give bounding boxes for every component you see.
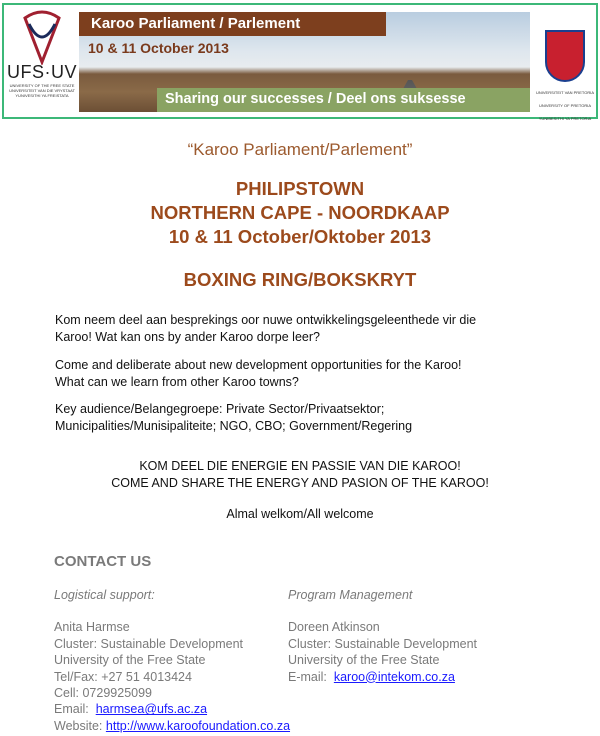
paragraph-english bbox=[55, 357, 462, 391]
contact-right-heading: Program Management bbox=[288, 588, 413, 602]
contact-heading: CONTACT US bbox=[54, 553, 152, 570]
paragraph-audience bbox=[55, 401, 412, 435]
contact-program bbox=[288, 587, 477, 685]
banner-tagline: Sharing our successes / Deel ons suksesse bbox=[157, 88, 530, 112]
up-crest-icon bbox=[545, 30, 585, 82]
location-region: NORTHERN CAPE - NOORDKAAP bbox=[150, 202, 450, 223]
up-logo bbox=[536, 10, 595, 121]
banner-title: Karoo Parliament / Parlement bbox=[79, 12, 386, 36]
welcome-text: Almal welkom/All welcome bbox=[226, 507, 374, 521]
contact-left-heading: Logistical support: bbox=[54, 588, 155, 602]
ufs-line: UNIVERSITEIT VAN DIE VRYSTAAT bbox=[9, 88, 75, 93]
contact-cell: Cell: 0729925099 bbox=[54, 686, 152, 701]
email-link[interactable]: karoo@intekom.co.za bbox=[333, 669, 455, 684]
contact-university: University of the Free State bbox=[288, 653, 440, 668]
text-line: Kom neem deel aan besprekings oor nuwe ontwikkelingsgeleenthede vir die bbox=[55, 313, 477, 327]
website-link[interactable]: http://www.karoofoundation.co.za bbox=[105, 718, 291, 733]
website-label: Website: bbox=[54, 718, 103, 733]
slogan-line: COME AND SHARE THE ENERGY AND PASION OF THE KAROO! bbox=[111, 476, 489, 490]
contact-cluster: Cluster: Sustainable Development bbox=[288, 636, 477, 651]
up-line: UNIVERSITY OF PRETORIA bbox=[538, 103, 592, 108]
text-line: Karoo! Wat kan ons by ander Karoo dorpe leer? bbox=[55, 330, 320, 344]
contact-university: University of the Free State bbox=[54, 653, 206, 668]
contact-cluster: Cluster: Sustainable Development bbox=[54, 636, 243, 651]
slogan-line: KOM DEEL DIE ENERGIE EN PASSIE VAN DIE KAROO! bbox=[139, 459, 461, 473]
email-label: E-mail: bbox=[288, 669, 327, 684]
text-line: Come and deliberate about new development opportunities for the Karoo! bbox=[55, 358, 462, 372]
contact-name: Anita Harmse bbox=[54, 620, 130, 635]
contact-name: Doreen Atkinson bbox=[288, 620, 380, 635]
email-link[interactable]: harmsea@ufs.ac.za bbox=[95, 702, 208, 717]
venue: BOXING RING/BOKSKRYT bbox=[183, 269, 417, 290]
up-line: YUNIBESITHI YA PRETORIA bbox=[538, 116, 592, 121]
paragraph-afrikaans bbox=[55, 312, 476, 346]
ufs-line: YUNIVESITHI YA FREISTATA bbox=[15, 93, 69, 98]
up-line: UNIVERSITEIT VAN PRETORIA bbox=[536, 90, 595, 95]
contact-tel: Tel/Fax: +27 51 4013424 bbox=[54, 669, 192, 684]
text-line: What can we learn from other Karoo towns? bbox=[55, 375, 299, 389]
ufs-logo bbox=[6, 10, 78, 110]
ufs-logo-text: UFS·UV bbox=[7, 62, 77, 82]
banner-dates: 10 & 11 October 2013 bbox=[88, 40, 229, 56]
event-name: “Karoo Parliament/Parlement” bbox=[187, 140, 413, 159]
text-line: Key audience/Belangegroepe: Private Sector/Privaatsektor; bbox=[55, 402, 385, 416]
event-dates: 10 & 11 October/Oktober 2013 bbox=[168, 226, 432, 247]
ufs-line: UNIVERSITY OF THE FREE STATE bbox=[9, 83, 75, 88]
contact-logistical bbox=[54, 587, 290, 734]
slogans bbox=[0, 458, 600, 492]
location-town: PHILIPSTOWN bbox=[235, 178, 365, 199]
text-line: Municipalities/Munisipaliteite; NGO, CBO; Government/Regering bbox=[55, 419, 413, 433]
email-label: Email: bbox=[54, 702, 89, 717]
ufs-emblem-icon bbox=[17, 10, 67, 65]
